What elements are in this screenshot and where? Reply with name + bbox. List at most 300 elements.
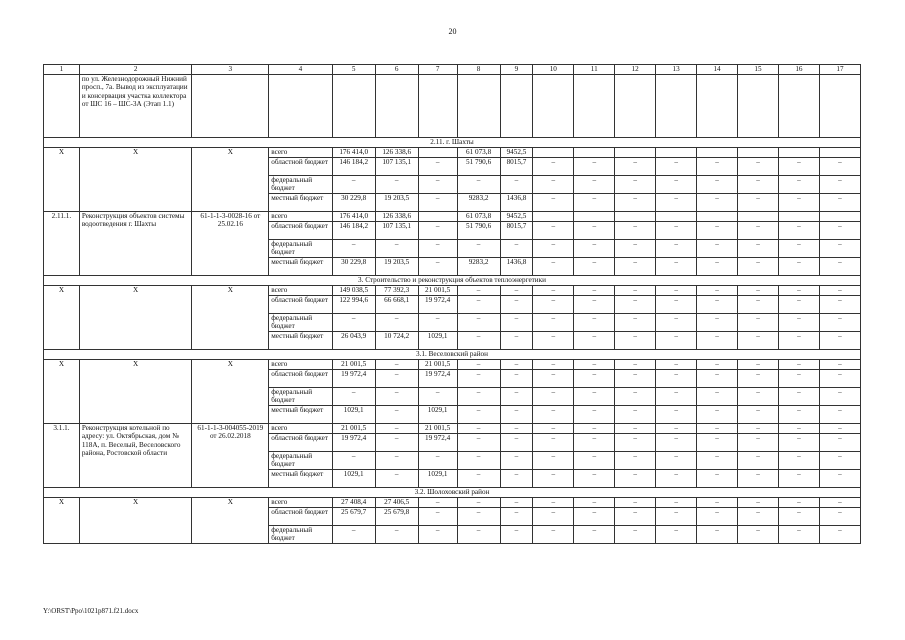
section-heading: 2.11. г. Шахты — [44, 138, 861, 148]
amount-cell: 10 724,2 — [375, 332, 418, 350]
amount-cell: – — [457, 424, 500, 434]
amount-cell: 1029,1 — [332, 470, 375, 488]
amount-cell: 25 679,8 — [375, 508, 418, 526]
amount-cell: – — [738, 194, 779, 212]
amount-cell: 21 001,5 — [418, 424, 457, 434]
amount-cell: – — [574, 222, 615, 240]
amount-cell: – — [819, 158, 860, 176]
amount-cell: – — [574, 370, 615, 388]
amount-cell: 21 001,5 — [418, 286, 457, 296]
amount-cell: – — [656, 176, 697, 194]
amount-cell: – — [778, 452, 819, 470]
amount-cell: – — [656, 424, 697, 434]
amount-cell: – — [697, 434, 738, 452]
amount-cell: – — [738, 286, 779, 296]
amount-cell: – — [778, 406, 819, 424]
amount-cell: – — [778, 296, 819, 314]
amount-cell: – — [656, 508, 697, 526]
column-number-header: 13 — [656, 65, 697, 75]
amount-cell: – — [615, 370, 656, 388]
amount-cell: 51 790,6 — [457, 158, 500, 176]
funding-source-cell: всего — [269, 498, 332, 508]
column-number-header: 10 — [533, 65, 574, 75]
amount-cell: – — [778, 388, 819, 406]
amount-cell: – — [418, 526, 457, 544]
amount-cell: 77 392,3 — [375, 286, 418, 296]
amount-cell: – — [656, 222, 697, 240]
table-row — [44, 286, 861, 296]
amount-cell: – — [418, 158, 457, 176]
amount-cell — [697, 212, 738, 222]
column-number-header: 7 — [418, 65, 457, 75]
amount-cell: – — [819, 332, 860, 350]
file-path-footer: Y:\ORST\Ppo\1021p871.f21.docx — [43, 607, 139, 615]
amount-cell: – — [375, 406, 418, 424]
object-name-cell: по ул. Железнодорожный Нижний просп., 7а. Вывод из эксплуатации и консервация участка коллектора от ШС 16 – ШС-3А (Этап 1.1) — [79, 75, 192, 138]
amount-cell: 176 414,0 — [332, 212, 375, 222]
amount-cell: 19 972,4 — [418, 370, 457, 388]
row-number-cell: 2.11.1. — [44, 212, 80, 276]
amount-cell — [615, 148, 656, 158]
amount-cell: – — [533, 158, 574, 176]
amount-cell: 1029,1 — [418, 470, 457, 488]
amount-cell: – — [574, 158, 615, 176]
expertise-code-cell: Х — [192, 360, 269, 424]
amount-cell: 9452,5 — [500, 212, 533, 222]
amount-cell: – — [819, 406, 860, 424]
amount-cell: – — [697, 258, 738, 276]
section-heading: 3.1. Веселовский район — [44, 350, 861, 360]
amount-cell: – — [574, 424, 615, 434]
amount-cell: – — [778, 176, 819, 194]
amount-cell: – — [656, 388, 697, 406]
amount-cell: – — [656, 470, 697, 488]
amount-cell: – — [615, 498, 656, 508]
header-row — [44, 65, 861, 75]
table-row — [44, 148, 861, 158]
amount-cell: 19 972,4 — [418, 296, 457, 314]
amount-cell: – — [778, 286, 819, 296]
amount-cell: – — [738, 406, 779, 424]
funding-source-cell: федеральный бюджет — [269, 388, 332, 406]
funding-source-cell: федеральный бюджет — [269, 526, 332, 544]
amount-cell: – — [500, 470, 533, 488]
amount-cell: – — [697, 508, 738, 526]
amount-cell: 8015,7 — [500, 158, 533, 176]
amount-cell — [574, 148, 615, 158]
amount-cell: – — [615, 452, 656, 470]
amount-cell: – — [533, 526, 574, 544]
amount-cell: 51 790,6 — [457, 222, 500, 240]
amount-cell: – — [656, 240, 697, 258]
amount-cell: – — [533, 498, 574, 508]
funding-source-cell: федеральный бюджет — [269, 240, 332, 258]
funding-source-cell: федеральный бюджет — [269, 314, 332, 332]
amount-cell: – — [574, 332, 615, 350]
amount-cell: – — [574, 360, 615, 370]
amount-cell: – — [738, 332, 779, 350]
amount-cell — [778, 148, 819, 158]
amount-cell: – — [819, 176, 860, 194]
amount-cell: – — [819, 296, 860, 314]
table-row — [44, 424, 861, 434]
amount-cell: 9283,2 — [457, 194, 500, 212]
amount-cell: – — [656, 452, 697, 470]
amount-cell: 19 203,5 — [375, 194, 418, 212]
amount-cell: – — [533, 452, 574, 470]
amount-cell: – — [819, 508, 860, 526]
amount-cell: – — [457, 434, 500, 452]
amount-cell: – — [418, 498, 457, 508]
expertise-code-cell: 61-1-1-3-0028-16 от 25.02.16 — [192, 212, 269, 276]
amount-cell: 61 073,8 — [457, 148, 500, 158]
amount-cell: – — [375, 388, 418, 406]
amount-cell: – — [418, 452, 457, 470]
table-cell — [269, 75, 332, 138]
amount-cell: – — [819, 452, 860, 470]
amount-cell: – — [457, 498, 500, 508]
column-number-header: 3 — [192, 65, 269, 75]
column-number-header: 17 — [819, 65, 860, 75]
amount-cell: – — [819, 434, 860, 452]
amount-cell: 19 972,4 — [332, 434, 375, 452]
funding-source-cell: местный бюджет — [269, 470, 332, 488]
amount-cell: – — [615, 508, 656, 526]
amount-cell: – — [819, 314, 860, 332]
amount-cell: – — [656, 194, 697, 212]
table-cell — [375, 75, 418, 138]
amount-cell: – — [778, 498, 819, 508]
amount-cell: – — [375, 434, 418, 452]
amount-cell: – — [697, 286, 738, 296]
amount-cell: – — [819, 286, 860, 296]
section-heading: 3. Строительство и реконструкция объектов теплоэнергетики — [44, 276, 861, 286]
amount-cell: – — [615, 222, 656, 240]
funding-source-cell: областной бюджет — [269, 434, 332, 452]
amount-cell: – — [375, 314, 418, 332]
amount-cell: – — [778, 314, 819, 332]
amount-cell: – — [656, 370, 697, 388]
amount-cell: – — [738, 314, 779, 332]
amount-cell: – — [778, 360, 819, 370]
amount-cell: – — [574, 388, 615, 406]
amount-cell: – — [533, 222, 574, 240]
section-heading-row — [44, 138, 861, 148]
object-name-cell: Реконструкция объектов системы водоотведения г. Шахты — [79, 212, 192, 276]
amount-cell: – — [697, 424, 738, 434]
amount-cell: – — [738, 434, 779, 452]
column-number-header: 1 — [44, 65, 80, 75]
amount-cell: – — [819, 526, 860, 544]
amount-cell: – — [574, 258, 615, 276]
amount-cell: – — [697, 176, 738, 194]
amount-cell: – — [457, 508, 500, 526]
amount-cell: – — [615, 258, 656, 276]
section-heading: 3.2. Шолоховский район — [44, 488, 861, 498]
amount-cell: – — [738, 296, 779, 314]
amount-cell: 122 994,6 — [332, 296, 375, 314]
amount-cell: – — [533, 314, 574, 332]
amount-cell: – — [778, 158, 819, 176]
table-cell — [738, 75, 779, 138]
funding-source-cell: всего — [269, 360, 332, 370]
amount-cell: – — [615, 176, 656, 194]
amount-cell: – — [457, 314, 500, 332]
amount-cell: 1029,1 — [418, 332, 457, 350]
amount-cell: – — [375, 470, 418, 488]
amount-cell: 146 184,2 — [332, 158, 375, 176]
amount-cell: 19 972,4 — [418, 434, 457, 452]
amount-cell: – — [418, 314, 457, 332]
amount-cell: – — [574, 452, 615, 470]
funding-source-cell: всего — [269, 286, 332, 296]
amount-cell: 27 406,5 — [375, 498, 418, 508]
amount-cell: – — [656, 296, 697, 314]
funding-source-cell: областной бюджет — [269, 370, 332, 388]
amount-cell: – — [418, 508, 457, 526]
funding-source-cell: всего — [269, 212, 332, 222]
column-number-header: 16 — [778, 65, 819, 75]
table-cell — [418, 75, 457, 138]
amount-cell: – — [533, 388, 574, 406]
amount-cell: – — [778, 194, 819, 212]
funding-source-cell: федеральный бюджет — [269, 452, 332, 470]
amount-cell: – — [500, 332, 533, 350]
table-cell — [697, 75, 738, 138]
amount-cell: – — [533, 508, 574, 526]
table-cell — [332, 75, 375, 138]
amount-cell: 19 972,4 — [332, 370, 375, 388]
amount-cell: 149 038,5 — [332, 286, 375, 296]
amount-cell: – — [500, 314, 533, 332]
funding-source-cell: местный бюджет — [269, 194, 332, 212]
object-name-cell: Реконструкция котельной по адресу: ул. Октябрьская, дом № 118А, п. Веселый, Веселовского района, Ростовской области — [79, 424, 192, 488]
amount-cell: – — [778, 526, 819, 544]
amount-cell: – — [418, 222, 457, 240]
amount-cell: – — [457, 240, 500, 258]
amount-cell: – — [656, 434, 697, 452]
amount-cell: – — [656, 258, 697, 276]
amount-cell: – — [615, 470, 656, 488]
table-cell — [778, 75, 819, 138]
amount-cell: – — [615, 526, 656, 544]
amount-cell: – — [500, 526, 533, 544]
amount-cell: – — [533, 240, 574, 258]
amount-cell: – — [697, 296, 738, 314]
amount-cell: 30 229,8 — [332, 194, 375, 212]
amount-cell: – — [533, 370, 574, 388]
amount-cell: – — [574, 194, 615, 212]
amount-cell: – — [418, 388, 457, 406]
amount-cell: – — [656, 332, 697, 350]
amount-cell: – — [819, 470, 860, 488]
amount-cell: – — [574, 470, 615, 488]
amount-cell: 107 135,1 — [375, 158, 418, 176]
amount-cell: – — [574, 526, 615, 544]
amount-cell: – — [615, 388, 656, 406]
expertise-code-cell: Х — [192, 148, 269, 212]
amount-cell: – — [574, 508, 615, 526]
amount-cell: – — [778, 258, 819, 276]
column-number-header: 14 — [697, 65, 738, 75]
amount-cell: – — [615, 406, 656, 424]
amount-cell — [697, 148, 738, 158]
amount-cell: – — [574, 176, 615, 194]
amount-cell — [574, 212, 615, 222]
amount-cell: – — [332, 388, 375, 406]
amount-cell: – — [500, 406, 533, 424]
expertise-code-cell: Х — [192, 498, 269, 544]
amount-cell: – — [697, 498, 738, 508]
table-cell — [819, 75, 860, 138]
amount-cell: – — [500, 452, 533, 470]
amount-cell: 1029,1 — [418, 406, 457, 424]
amount-cell: – — [656, 314, 697, 332]
amount-cell: – — [697, 526, 738, 544]
row-number-cell: Х — [44, 286, 80, 350]
amount-cell: – — [375, 424, 418, 434]
amount-cell: – — [778, 470, 819, 488]
amount-cell: 26 043,9 — [332, 332, 375, 350]
amount-cell: 176 414,0 — [332, 148, 375, 158]
amount-cell: – — [457, 388, 500, 406]
amount-cell: 1436,8 — [500, 258, 533, 276]
column-number-header: 8 — [457, 65, 500, 75]
column-number-header: 4 — [269, 65, 332, 75]
column-number-header: 9 — [500, 65, 533, 75]
amount-cell: 27 408,4 — [332, 498, 375, 508]
amount-cell: – — [533, 332, 574, 350]
amount-cell: – — [819, 424, 860, 434]
amount-cell: – — [500, 240, 533, 258]
row-number-cell: 3.1.1. — [44, 424, 80, 488]
funding-source-cell: всего — [269, 148, 332, 158]
amount-cell: – — [457, 360, 500, 370]
amount-cell: – — [778, 370, 819, 388]
amount-cell: 126 338,6 — [375, 212, 418, 222]
table-cell — [457, 75, 500, 138]
section-heading-row — [44, 350, 861, 360]
amount-cell: – — [819, 498, 860, 508]
amount-cell: – — [656, 360, 697, 370]
table-row — [44, 498, 861, 508]
table-cell — [533, 75, 574, 138]
section-heading-row — [44, 488, 861, 498]
amount-cell: 146 184,2 — [332, 222, 375, 240]
amount-cell: – — [332, 176, 375, 194]
amount-cell: – — [574, 498, 615, 508]
amount-cell: – — [738, 158, 779, 176]
amount-cell: – — [457, 452, 500, 470]
amount-cell: – — [697, 332, 738, 350]
amount-cell: – — [819, 194, 860, 212]
amount-cell — [656, 148, 697, 158]
amount-cell: – — [656, 498, 697, 508]
amount-cell: – — [375, 176, 418, 194]
amount-cell: – — [500, 424, 533, 434]
amount-cell: – — [418, 240, 457, 258]
amount-cell: – — [819, 360, 860, 370]
table-row — [44, 75, 861, 138]
amount-cell: – — [819, 388, 860, 406]
amount-cell: – — [375, 452, 418, 470]
funding-source-cell: областной бюджет — [269, 158, 332, 176]
amount-cell: – — [697, 240, 738, 258]
amount-cell: – — [738, 240, 779, 258]
amount-cell: 8015,7 — [500, 222, 533, 240]
amount-cell: – — [574, 314, 615, 332]
amount-cell: – — [615, 194, 656, 212]
amount-cell: 107 135,1 — [375, 222, 418, 240]
amount-cell: – — [738, 360, 779, 370]
amount-cell: – — [697, 370, 738, 388]
amount-cell: – — [533, 406, 574, 424]
amount-cell: – — [738, 370, 779, 388]
amount-cell: – — [615, 434, 656, 452]
amount-cell — [738, 148, 779, 158]
column-number-header: 5 — [332, 65, 375, 75]
amount-cell — [656, 212, 697, 222]
amount-cell: – — [457, 176, 500, 194]
amount-cell: – — [738, 388, 779, 406]
funding-source-cell: местный бюджет — [269, 258, 332, 276]
amount-cell: – — [500, 296, 533, 314]
amount-cell: – — [500, 498, 533, 508]
column-number-header: 6 — [375, 65, 418, 75]
section-heading-row — [44, 276, 861, 286]
amount-cell: 21 001,5 — [418, 360, 457, 370]
amount-cell: – — [332, 526, 375, 544]
amount-cell — [533, 148, 574, 158]
amount-cell: – — [697, 222, 738, 240]
amount-cell: – — [778, 434, 819, 452]
amount-cell: – — [738, 526, 779, 544]
amount-cell — [819, 212, 860, 222]
amount-cell: – — [738, 452, 779, 470]
amount-cell: – — [656, 526, 697, 544]
amount-cell: – — [533, 194, 574, 212]
amount-cell — [778, 212, 819, 222]
amount-cell: – — [533, 296, 574, 314]
amount-cell: 30 229,8 — [332, 258, 375, 276]
amount-cell: – — [615, 332, 656, 350]
amount-cell: – — [615, 360, 656, 370]
amount-cell: – — [457, 370, 500, 388]
funding-source-cell: областной бюджет — [269, 296, 332, 314]
amount-cell: – — [457, 296, 500, 314]
amount-cell: – — [697, 406, 738, 424]
amount-cell: 1436,8 — [500, 194, 533, 212]
amount-cell — [533, 212, 574, 222]
amount-cell: – — [738, 470, 779, 488]
amount-cell: – — [533, 470, 574, 488]
amount-cell: – — [500, 360, 533, 370]
amount-cell: 126 338,6 — [375, 148, 418, 158]
row-number-cell: Х — [44, 360, 80, 424]
amount-cell: 9283,2 — [457, 258, 500, 276]
amount-cell: – — [533, 286, 574, 296]
amount-cell — [738, 212, 779, 222]
amount-cell: – — [457, 332, 500, 350]
amount-cell: – — [574, 434, 615, 452]
expertise-code-cell: Х — [192, 286, 269, 350]
table-row — [44, 360, 861, 370]
object-name-cell: Х — [79, 148, 192, 212]
table-cell — [192, 75, 269, 138]
amount-cell: – — [615, 286, 656, 296]
amount-cell: – — [332, 240, 375, 258]
page-number: 20 — [448, 27, 457, 36]
